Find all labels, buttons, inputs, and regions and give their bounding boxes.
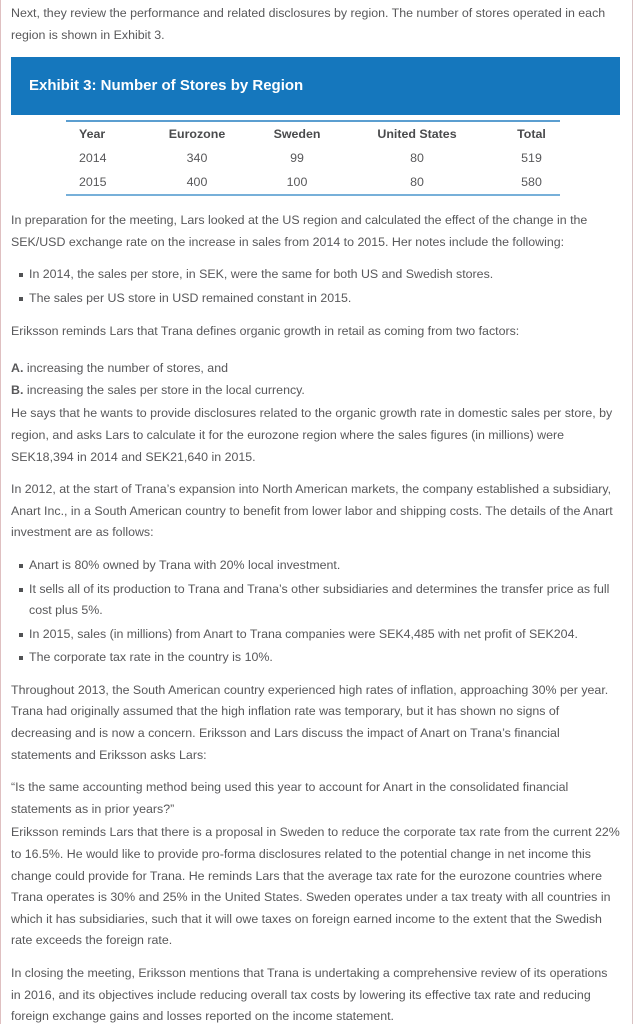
exhibit3-table xyxy=(66,120,560,196)
intro-paragraph: Next, they review the performance and related disclosures by region. The number of stores operated in each region is shown in Exhibit 3. xyxy=(11,6,606,42)
cell-sweden: 100 xyxy=(286,175,308,190)
inflation-paragraph: Throughout 2013, the South American country experienced high rates of inflation, approaching 30% per year. Trana had originally assumed that the high inflation rate was temporary, but it has shown no signs of decreasing and is now a concern. Eriksson and Lars discuss the impact of Anart on Trana’s financial statements and Eriksson asks Lars: xyxy=(11,682,609,762)
list-item: Anart is 80% owned by Trana with 20% local investment. xyxy=(29,555,620,577)
organic-growth-factors xyxy=(11,358,620,401)
factor-b xyxy=(11,380,620,402)
notes-list xyxy=(11,264,620,309)
column-header-united-states: United States xyxy=(377,127,457,142)
factor-b-text: increasing the sales per store in the local currency. xyxy=(26,382,305,397)
cell-united-states: 80 xyxy=(410,151,424,166)
column-header-eurozone: Eurozone xyxy=(168,127,226,142)
table-row-2015 xyxy=(66,170,560,195)
cell-sweden: 99 xyxy=(290,151,304,166)
anart-details-list xyxy=(11,555,620,669)
cell-united-states: 80 xyxy=(410,175,424,190)
exhibit3-title: Exhibit 3: Number of Stores by Region xyxy=(29,77,304,95)
column-header-total: Total xyxy=(517,127,546,142)
list-item: The sales per US store in USD remained constant in 2015. xyxy=(29,288,620,310)
list-item: In 2014, the sales per store, in SEK, were the same for both US and Swedish stores. xyxy=(29,264,620,286)
cell-year: 2015 xyxy=(79,175,107,190)
list-item: In 2015, sales (in millions) from Anart to Trana companies were SEK4,485 with net profit of SEK204. xyxy=(29,624,620,646)
question-quote: “Is the same accounting method being used this year to account for Anart in the consolidated financial statements as in prior years?” xyxy=(11,780,569,816)
factor-b-label: B. xyxy=(11,382,24,397)
list-item: It sells all of its production to Trana and Trana’s other subsidiaries and determines the transfer price as full cost plus 5%. xyxy=(29,579,620,622)
factor-a-label: A. xyxy=(11,361,24,376)
cell-total: 519 xyxy=(521,151,542,166)
closing-paragraph: In closing the meeting, Eriksson mentions that Trana is undertaking a comprehensive review of its operations in 2016, and its objectives include reducing overall tax costs by lowering its effective tax rate and reducing foreign exchange gains and losses reported on the income statement. xyxy=(11,966,608,1024)
cell-eurozone: 340 xyxy=(186,151,208,166)
table-row-2014 xyxy=(66,146,560,170)
cell-total: 580 xyxy=(521,175,542,190)
prep-paragraph: In preparation for the meeting, Lars looked at the US region and calculated the effect of the change in the SEK/USD exchange rate on the increase in sales from 2014 to 2015. Her notes include the following: xyxy=(11,213,588,249)
column-header-year: Year xyxy=(79,127,106,142)
anart-intro-paragraph: In 2012, at the start of Trana’s expansion into North American markets, the company established a subsidiary, Anart Inc., in a South American country to benefit from lower labor and shipping costs. The details of the Anart investment are as follows: xyxy=(11,482,613,540)
organic-growth-intro-paragraph: Eriksson reminds Lars that Trana defines organic growth in retail as coming from two factors: xyxy=(11,323,520,338)
factor-a-text: increasing the number of stores, and xyxy=(26,361,228,376)
tax-proposal-paragraph: Eriksson reminds Lars that there is a proposal in Sweden to reduce the corporate tax rate from the current 22% to 16.5%. He would like to provide pro-forma disclosures related to the potential change in net income this change could provide for Trana. He reminds Lars that the average tax rate for the eurozone countries where Trana operates is 30% and 25% in the United States. Sweden operates under a tax treaty with all countries in which it has subsidiaries, such that it will owe taxes on foreign earned income to the extent that the Swedish rate exceeds the foreign rate. xyxy=(11,825,620,948)
cell-eurozone: 400 xyxy=(186,175,208,190)
factor-a xyxy=(11,358,620,380)
exhibit3-header-bar xyxy=(11,57,620,115)
eurozone-request-paragraph: He says that he wants to provide disclosures related to the organic growth rate in domestic sales per store, by region, and asks Lars to calculate it for the eurozone region where the sales figures (in millions) were SEK18,394 in 2014 and SEK21,640 in 2015. xyxy=(11,406,613,464)
column-header-sweden: Sweden xyxy=(273,127,321,142)
cell-year: 2014 xyxy=(79,151,107,166)
list-item: The corporate tax rate in the country is 10%. xyxy=(29,647,620,669)
table-header-row xyxy=(66,121,560,146)
